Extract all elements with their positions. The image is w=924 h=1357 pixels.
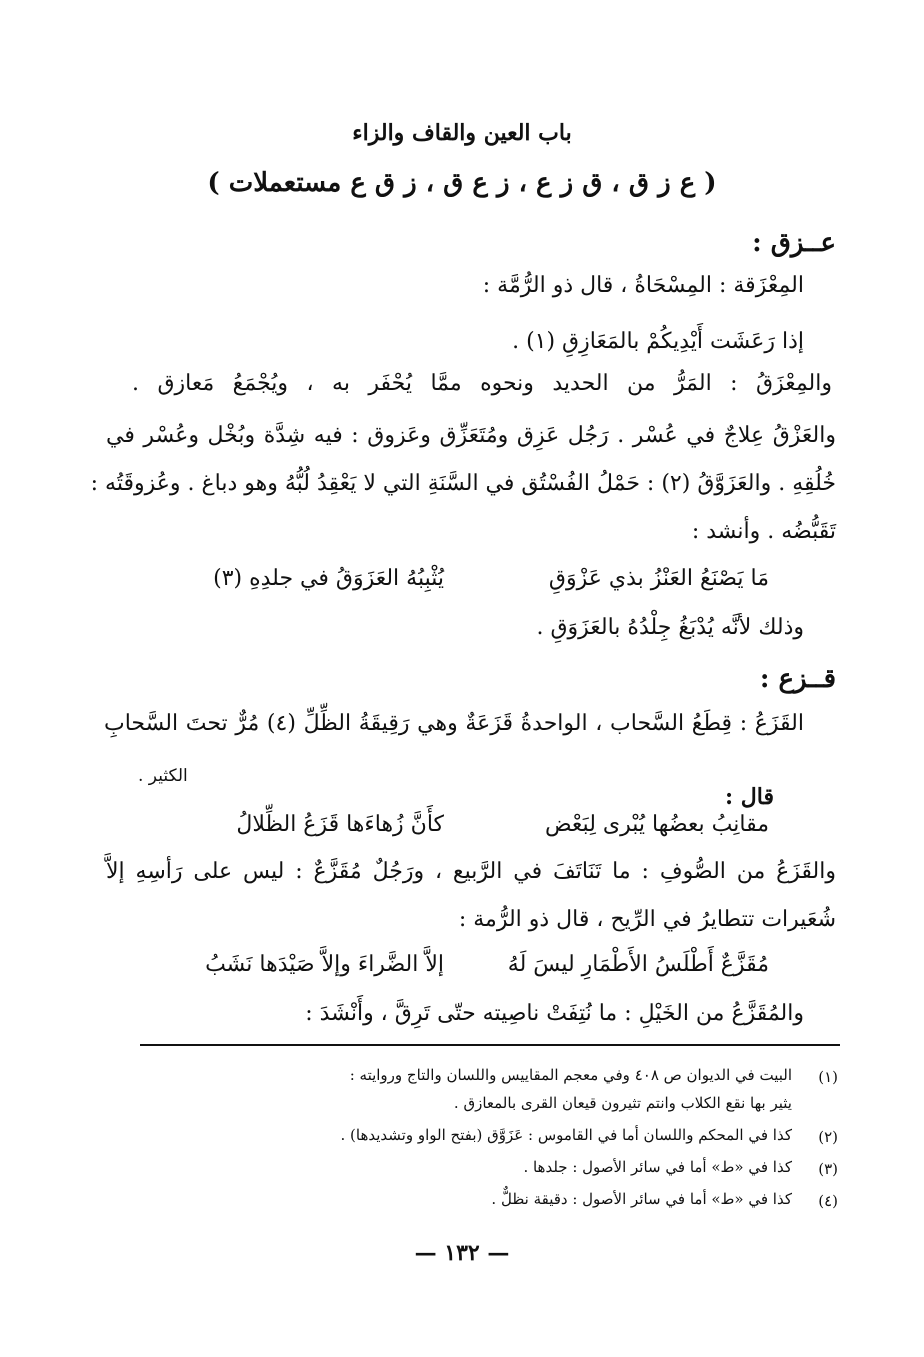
verse-hemistich-left: إلاَّ الضَّراءَ وإلاَّ صَيْدَها نَشَبُ <box>205 952 444 977</box>
entry-line: إذا رَعَشَت أَيْدِيكُمْ بالمَعَازِقِ (١) . <box>512 329 804 354</box>
footnote-number: (٤) <box>818 1192 838 1210</box>
verse-hemistich-left: يُثْبِبُهُ العَزَوَقُ في جلدِهِ (٣) <box>213 566 444 591</box>
verse-hemistich-right: مقانِبُ بعضُها يُبْرى لِبَعْض <box>544 812 769 837</box>
page-number: — ١٣٢ — <box>414 1240 510 1266</box>
footnote-text: كذا في «ط» أما في سائر الأصول : جلدها . <box>523 1158 792 1176</box>
footnote-text: البيت في الديوان ص ٤٠٨ وفي معجم المقاييس واللسان والتاج وروايته : <box>349 1066 792 1084</box>
entry-line: والمِعْزَقُ : المَرُّ من الحديد ونحوه ممَّا يُحْفَر به ، ويُجْمَعُ مَعازق . <box>132 371 832 396</box>
verse-hemistich-left: كأَنَّ زُهاءَها قَزَعُ الظِّلالُ <box>236 812 444 837</box>
verse-hemistich-right: مَا يَصْنَعُ العَنْزُ بذي عَزْوَقِ <box>548 566 769 591</box>
entry-line: القَزَعُ : قِطَعُ السَّحاب ، الواحدةُ قَزَعَةٌ وهي رَقِيقَةُ الظِّلِّ (٤) مُرٌّ تحتَ السَّحابِ <box>104 711 804 736</box>
entry-line: خُلُقِهِ . والعَزَوَّقُ (٢) : حَمْلُ الفُسْتُق في السَّنَةِ التي لا يَعْقِدُ لُبُّهُ وهو دباغ . وعُزوقَتُه : <box>90 471 836 496</box>
footnote-text: كذا في «ط» أما في سائر الأصول : دقيقة نظلٌّ . <box>491 1190 792 1208</box>
footnote-number: (٣) <box>818 1160 838 1178</box>
section-heading-qaz: قــزع : <box>759 664 836 694</box>
qal-label: قال : <box>725 784 774 810</box>
entry-line: والعَزْقُ عِلاجٌ في عُسْر . رَجُل عَزِق ومُتَعَزِّق وعَزوق : فيه شِدَّة وبُخْل وعُسْر في <box>106 423 836 448</box>
verse-hemistich-right: مُقَزَّعٌ أَطْلَسُ الأَطْمَارِ ليسَ لَهُ <box>507 952 769 977</box>
entry-line: الكثير . <box>138 766 188 786</box>
entry-line: والقَزَعُ من الصُّوفِ : ما تَنَاتَفَ في الرَّبيع ، ورَجُلٌ مُقَزَّعٌ : ليس على رَأسِهِ إلاَّ <box>106 859 836 884</box>
section-heading-azq: عــزق : <box>752 228 836 258</box>
chapter-subtitle: ( ع ز ق ، ق ز ع ، ز ع ق ، ز ق ع مستعملات ) <box>207 168 717 198</box>
footnote-divider <box>140 1044 840 1046</box>
footnote-number: (٢) <box>818 1128 838 1146</box>
footnote-text: كذا في المحكم واللسان أما في القاموس : عَزَوَّق (بفتح الواو وتشديدها) . <box>340 1126 792 1144</box>
entry-line: المِعْزَقة : المِسْحَاةُ ، قال ذو الرُّمَّة : <box>482 273 804 298</box>
chapter-title: باب العين والقاف والزاء <box>352 120 572 146</box>
entry-line: والمُقَزَّعُ من الخَيْلِ : ما نُتِفَتْ ناصِيته حتّى تَرِقَّ ، وأَنْشَدَ : <box>305 1001 804 1026</box>
footnote-number: (١) <box>818 1068 838 1086</box>
footnote-text: يثير بها نقع الكلاب وانتم تثيرون قيعان القرى بالمعازق . <box>453 1094 792 1112</box>
entry-line: شُعَيرات تتطايرُ في الرِّيح ، قال ذو الرُّمة : <box>458 907 836 932</box>
entry-line: وذلك لأنَّه يُدْبَغُ جِلْدُهُ بالعَزَوَقِ . <box>536 615 804 640</box>
entry-line: تَقَبُّضُه . وأنشد : <box>691 519 836 544</box>
